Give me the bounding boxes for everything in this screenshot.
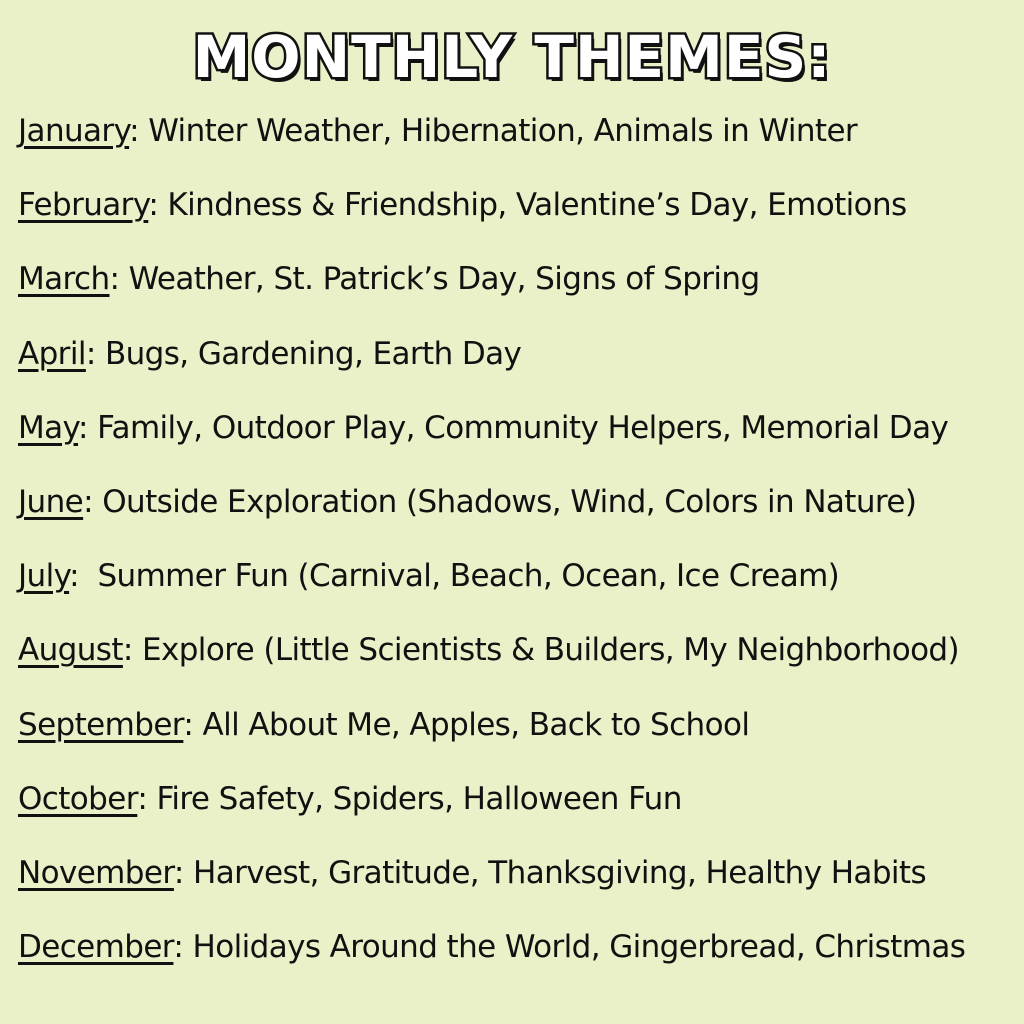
separator: : bbox=[122, 632, 142, 669]
month-themes: Bugs, Gardening, Earth Day bbox=[104, 335, 522, 372]
month-label: July bbox=[18, 558, 70, 595]
list-item-february bbox=[18, 178, 1018, 252]
month-label: June bbox=[18, 483, 84, 520]
separator: : bbox=[129, 113, 149, 149]
separator: : bbox=[148, 187, 168, 224]
month-themes: Summer Fun (Carnival, Beach, Ocean, Ice Cream) bbox=[97, 558, 840, 595]
month-themes: Winter Weather, Hibernation, Animals in Winter bbox=[148, 113, 858, 149]
separator: : bbox=[83, 483, 103, 520]
month-themes: Holidays Around the World, Gingerbread, Christmas bbox=[192, 929, 966, 966]
separator: : bbox=[137, 780, 157, 817]
list-item-march bbox=[18, 252, 1018, 326]
month-themes: Kindness & Friendship, Valentine’s Day, Emotions bbox=[167, 187, 907, 224]
separator: : bbox=[69, 558, 98, 595]
list-item-september bbox=[18, 698, 1018, 772]
list-item-august bbox=[18, 623, 1018, 697]
separator: : bbox=[85, 335, 105, 372]
separator: : bbox=[173, 854, 194, 891]
month-label: February bbox=[18, 187, 149, 224]
month-label: November bbox=[18, 854, 174, 891]
month-themes: All About Me, Apples, Back to School bbox=[202, 706, 750, 743]
month-themes: Explore (Little Scientists & Builders, My Neighborhood) bbox=[142, 632, 960, 669]
list-item-january bbox=[18, 104, 1018, 178]
separator: : bbox=[173, 929, 193, 966]
list-item-november bbox=[18, 846, 1018, 920]
month-themes: Harvest, Gratitude, Thanksgiving, Healthy Habits bbox=[193, 854, 927, 891]
month-label: March bbox=[18, 261, 110, 298]
month-label: December bbox=[18, 929, 174, 966]
page-title: MONTHLY THEMES: bbox=[192, 23, 832, 91]
month-label: April bbox=[18, 335, 86, 372]
separator: : bbox=[183, 706, 203, 743]
month-themes: Weather, St. Patrick’s Day, Signs of Spring bbox=[128, 261, 760, 298]
month-themes: Outside Exploration (Shadows, Wind, Colors in Nature) bbox=[102, 483, 917, 520]
list-item-june bbox=[18, 475, 1018, 549]
list-item-july bbox=[18, 549, 1018, 623]
list-item-may bbox=[18, 401, 1018, 475]
month-label: January bbox=[18, 113, 130, 149]
month-themes: Family, Outdoor Play, Community Helpers, Memorial Day bbox=[97, 409, 949, 446]
month-label: August bbox=[18, 632, 123, 669]
month-themes: Fire Safety, Spiders, Halloween Fun bbox=[156, 780, 682, 817]
separator: : bbox=[109, 261, 129, 298]
list-item-april bbox=[18, 327, 1018, 401]
month-label: May bbox=[18, 409, 79, 446]
month-label: October bbox=[18, 780, 138, 817]
separator: : bbox=[78, 409, 98, 446]
month-label: September bbox=[18, 706, 184, 743]
list-item-december bbox=[18, 920, 1018, 994]
theme-list bbox=[18, 104, 1018, 994]
list-item-october bbox=[18, 772, 1018, 846]
